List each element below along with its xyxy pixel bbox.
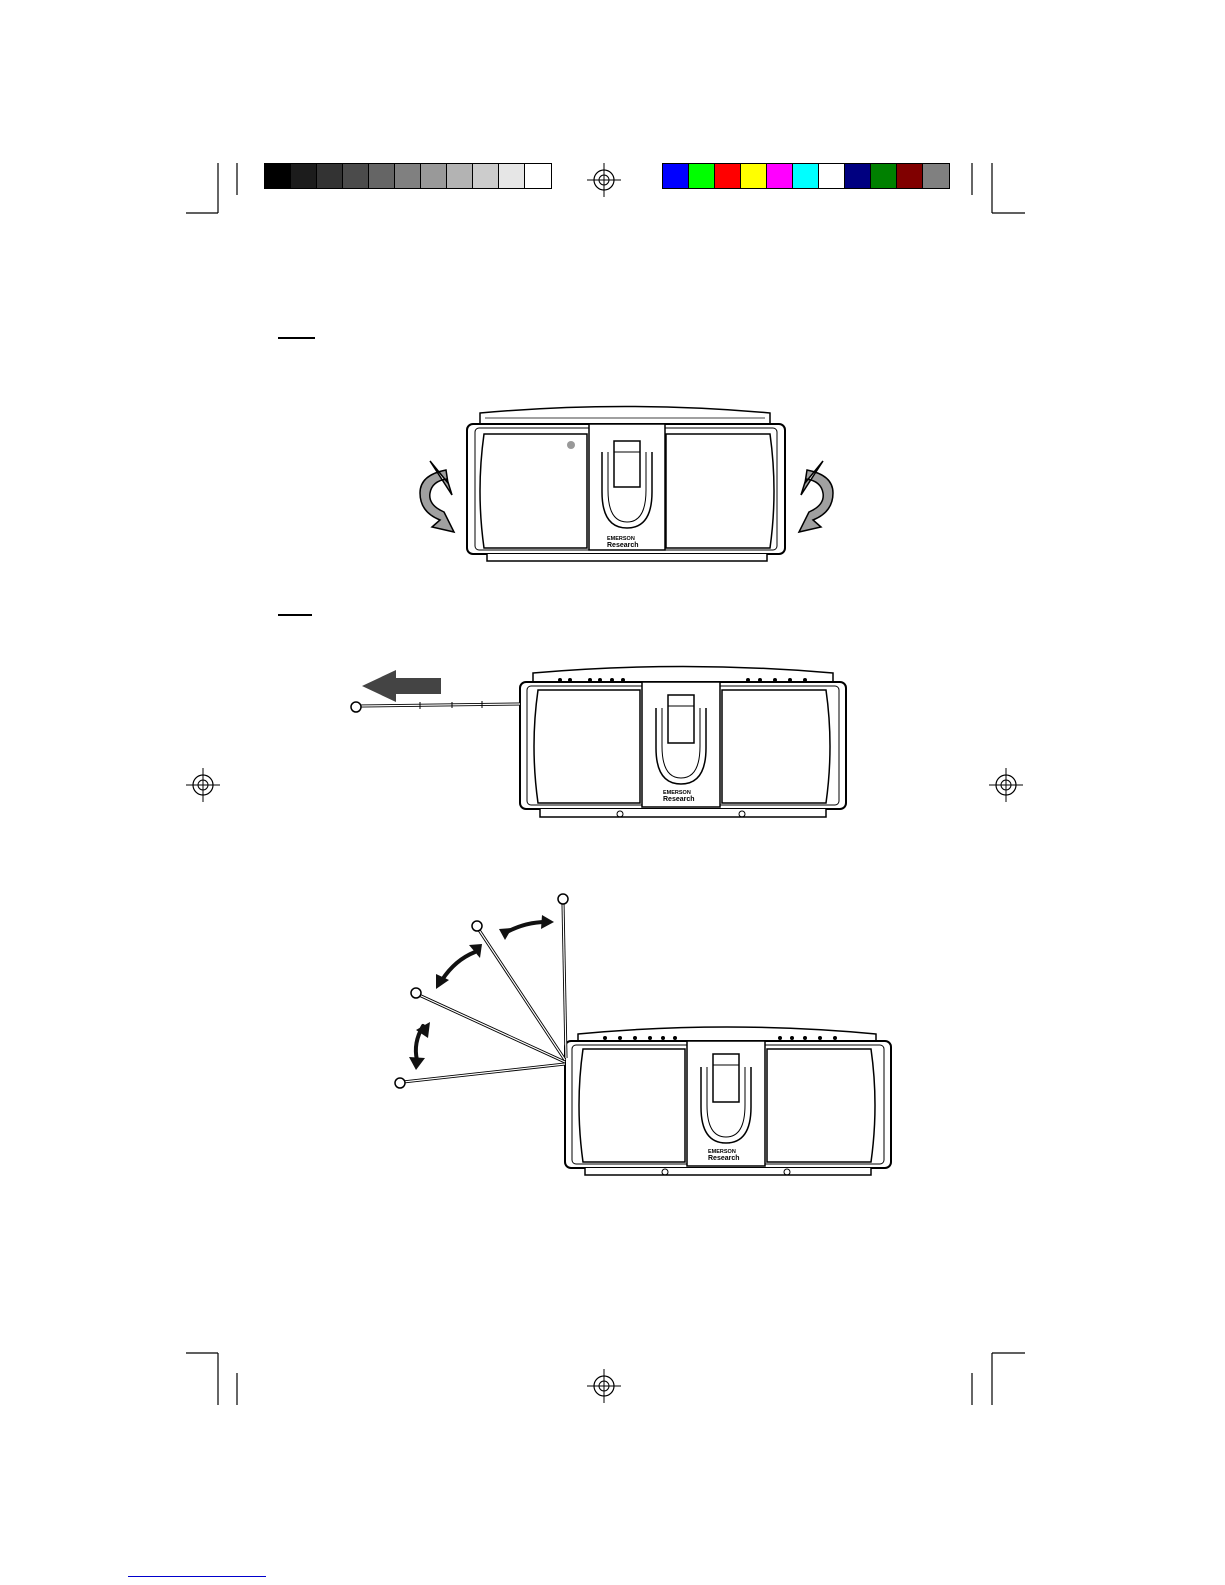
brand-logo-top: EMERSON — [708, 1149, 736, 1155]
figure-antenna-angle — [395, 894, 891, 1175]
brand-logo-bottom: Research — [663, 796, 695, 803]
rotate-arrow-right — [799, 461, 833, 532]
crop-marks-bottom — [186, 1353, 1025, 1405]
angle-arrows — [416, 922, 546, 1060]
registration-crosshair-top — [587, 163, 621, 197]
brand-logo-top: EMERSON — [607, 536, 635, 542]
telescopic-antenna — [351, 701, 520, 712]
brand-logo-bottom: Research — [607, 542, 639, 549]
pull-arrow — [362, 670, 441, 702]
rotate-arrow-left — [420, 461, 454, 532]
registration-crosshair-right — [989, 768, 1023, 802]
brand-logo-bottom: Research — [708, 1155, 740, 1162]
registration-crosshair-left — [186, 768, 220, 802]
registration-crosshair-bottom — [587, 1369, 621, 1403]
figure-antenna-extend — [351, 667, 846, 818]
brand-logo-top: EMERSON — [663, 790, 691, 796]
bottom-link-underline — [128, 1576, 266, 1577]
figure-stand-rotate — [420, 407, 833, 562]
